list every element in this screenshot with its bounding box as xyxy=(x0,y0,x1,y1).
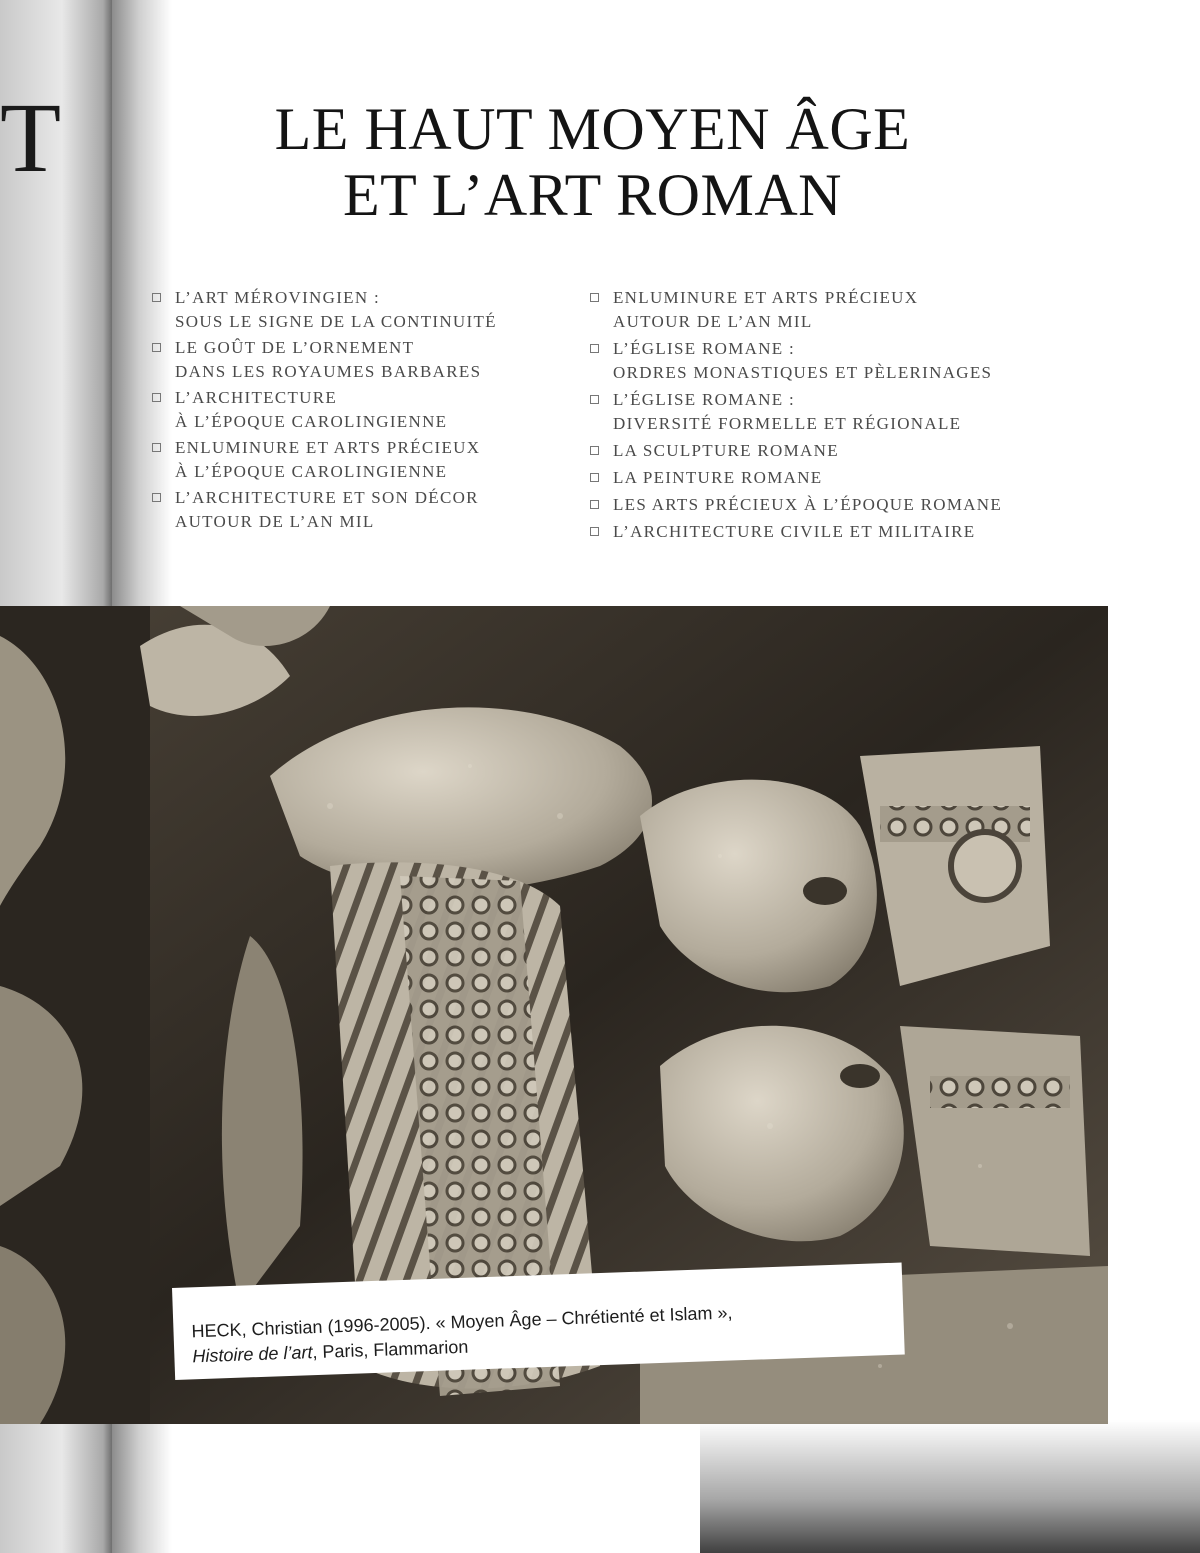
toc-item-label: L’ART MÉROVINGIEN : SOUS LE SIGNE DE LA CONTINUITÉ xyxy=(175,288,497,331)
checkbox-square-icon xyxy=(152,343,161,352)
checkbox-square-icon xyxy=(590,395,599,404)
toc-item-label: L’ÉGLISE ROMANE : DIVERSITÉ FORMELLE ET RÉGIONALE xyxy=(613,390,962,433)
toc-item-label: L’ARCHITECTURE CIVILE ET MILITAIRE xyxy=(613,522,976,541)
toc-item xyxy=(152,486,572,534)
toc-item-label: L’ARCHITECTURE ET SON DÉCOR AUTOUR DE L’AN MIL xyxy=(175,488,479,531)
toc-item-label: ENLUMINURE ET ARTS PRÉCIEUX À L’ÉPOQUE CAROLINGIENNE xyxy=(175,438,481,481)
checkbox-square-icon xyxy=(590,473,599,482)
checkbox-square-icon xyxy=(590,500,599,509)
toc-item xyxy=(590,466,1050,490)
toc-item-label: LA PEINTURE ROMANE xyxy=(613,468,823,487)
toc-item xyxy=(590,439,1050,463)
checkbox-square-icon xyxy=(152,493,161,502)
toc-item xyxy=(152,286,572,334)
chapter-title xyxy=(195,96,990,228)
toc-item-label: LA SCULPTURE ROMANE xyxy=(613,441,839,460)
checkbox-square-icon xyxy=(152,293,161,302)
toc-item xyxy=(590,520,1050,544)
chapter-title-line-2: ET L’ART ROMAN xyxy=(342,162,842,228)
toc-item-label: LES ARTS PRÉCIEUX À L’ÉPOQUE ROMANE xyxy=(613,495,1003,514)
toc-item xyxy=(590,286,1050,334)
toc-item xyxy=(152,436,572,484)
toc-right-column xyxy=(590,286,1050,547)
toc-item xyxy=(590,493,1050,517)
toc-item-label: LE GOÛT DE L’ORNEMENT DANS LES ROYAUMES BARBARES xyxy=(175,338,482,381)
caption-authors: HECK, Christian (1996-2005). « Moyen Âge – Chrétienté et Islam », xyxy=(191,1302,733,1342)
toc-item xyxy=(152,336,572,384)
caption-publisher: , Paris, Flammarion xyxy=(312,1336,469,1363)
checkbox-square-icon xyxy=(152,393,161,402)
toc-item-label: ENLUMINURE ET ARTS PRÉCIEUX AUTOUR DE L’AN MIL xyxy=(613,288,919,331)
toc-item-label: L’ARCHITECTURE À L’ÉPOQUE CAROLINGIENNE xyxy=(175,388,448,431)
page-corner-shadow xyxy=(700,1420,1200,1553)
toc-item xyxy=(590,388,1050,436)
checkbox-square-icon xyxy=(590,293,599,302)
caption-work-title: Histoire de l’art xyxy=(192,1342,313,1367)
chapter-title-line-1: LE HAUT MOYEN ÂGE xyxy=(274,96,911,162)
checkbox-square-icon xyxy=(590,344,599,353)
toc-item-label: L’ÉGLISE ROMANE : ORDRES MONASTIQUES ET PÈLERINAGES xyxy=(613,339,993,382)
left-page-letter: T xyxy=(0,82,62,193)
toc-left-column xyxy=(152,286,572,536)
right-edge-bleed-through xyxy=(1118,700,1158,790)
toc-item xyxy=(590,337,1050,385)
toc-item xyxy=(152,386,572,434)
checkbox-square-icon xyxy=(590,527,599,536)
checkbox-square-icon xyxy=(590,446,599,455)
checkbox-square-icon xyxy=(152,443,161,452)
